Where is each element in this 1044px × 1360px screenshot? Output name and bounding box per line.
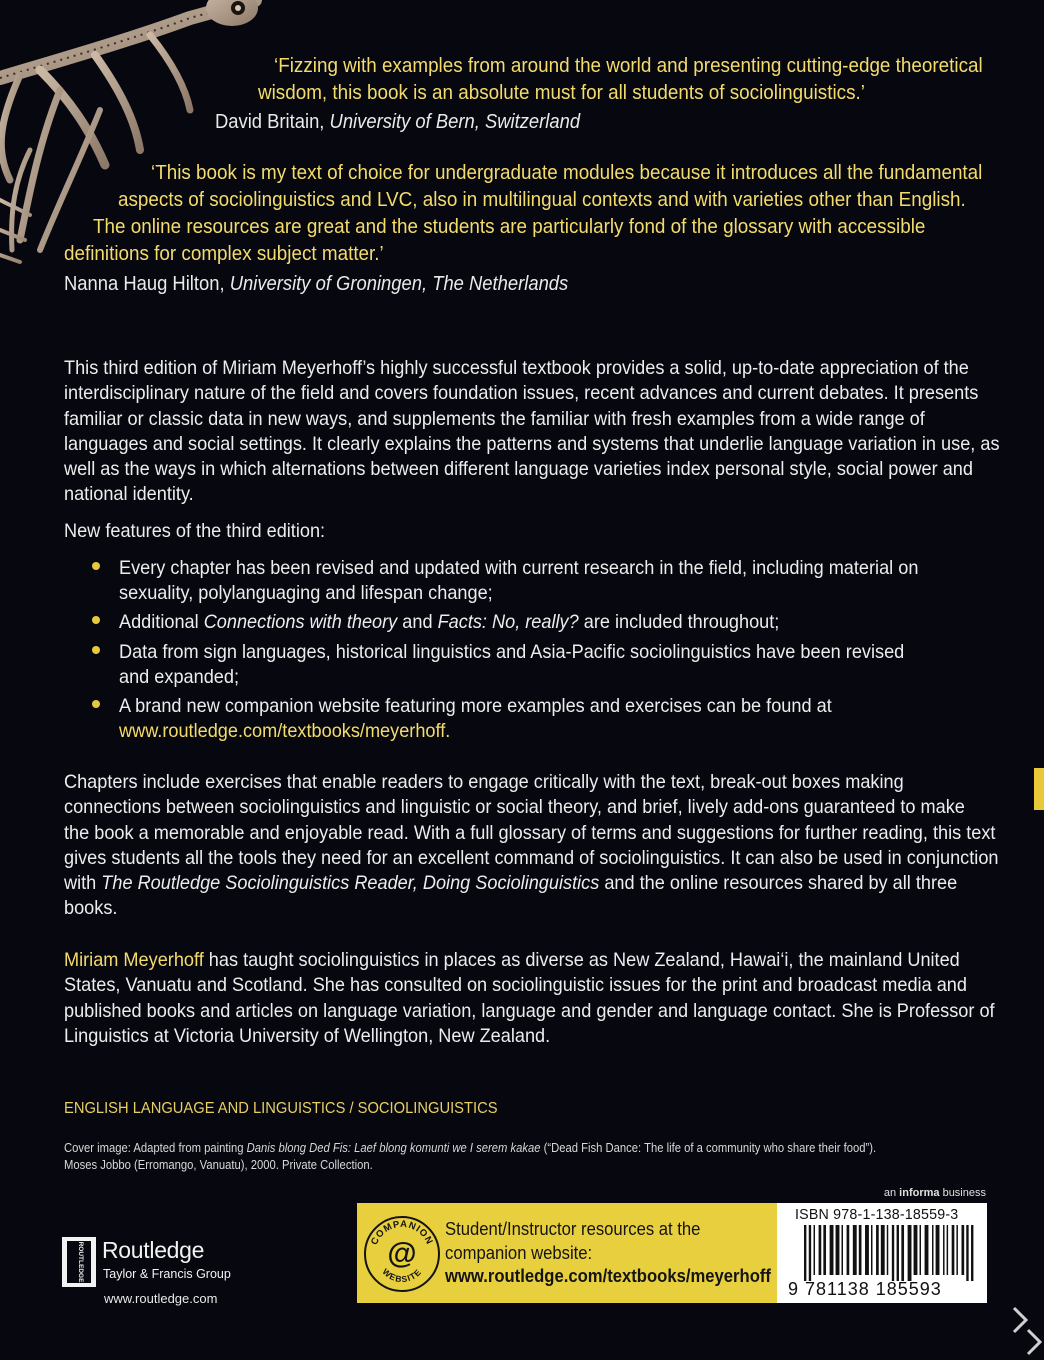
description-line: This third edition of Miriam Meyerhoff’s highly successful textbook provides a solid, up-to-date appreciation of the: [64, 357, 969, 379]
description-line: well as the ways in which alternations between different language varieties index personal style, social power and: [64, 458, 973, 481]
barcode-bar: [859, 1225, 862, 1275]
barcode-bar: [897, 1225, 899, 1281]
review-quote-1-line-2: wisdom, this book is an absolute must for all students of sociolinguistics.’: [258, 81, 865, 104]
review-quote-2-line-3: The online resources are great and the students are particularly fond of the glossary with accessible: [93, 215, 926, 238]
barcode-bar: [809, 1225, 811, 1281]
reviewer-affiliation: University of Bern, Switzerland: [329, 111, 581, 133]
reviewer-affiliation: University of Groningen, The Netherlands: [229, 273, 569, 295]
feature-line: sexuality, polylanguaging and lifespan change;: [119, 582, 493, 605]
barcode-bar: [914, 1225, 918, 1275]
barcode-bar: [887, 1225, 888, 1275]
review-quote-2-line-4: definitions for complex subject matter.’: [64, 242, 384, 265]
barcode-bar: [901, 1225, 904, 1281]
reviewer-name: David Britain,: [215, 111, 325, 133]
credit-line: [64, 1140, 876, 1157]
review-quote-1-attribution: [215, 109, 580, 136]
feature-text: Additional: [119, 611, 204, 633]
badge-top-text: COMPANION: [368, 1218, 436, 1247]
bio-line: published books and articles on language variation, language and gender and language contact. She is Professor of: [64, 999, 995, 1022]
credit-line: Moses Jobbo (Erromango, Vanuatu), 2000. Private Collection.: [64, 1158, 373, 1172]
credit-text: (“Dead Fish Dance: The life of a community who share their food”).: [540, 1141, 877, 1155]
feature-text: are included throughout;: [578, 611, 780, 633]
routledge-mark-icon: [62, 1237, 96, 1287]
barcode-bar: [881, 1225, 885, 1275]
chapters-line: gives students all the tools they need for an excellent command of sociolinguistics. It can also be used in conjunction: [64, 846, 999, 869]
feature-item-3: [119, 640, 904, 691]
reviewer-name: Nanna Haug Hilton,: [64, 273, 225, 295]
barcode-bar: [952, 1225, 955, 1275]
feature-emphasis: Connections with theory: [203, 611, 398, 633]
review-quote-2-line-1: ‘This book is my text of choice for undergraduate modules because it introduces all the fundamental: [151, 161, 983, 184]
barcode-bar: [920, 1225, 921, 1275]
description-line: languages and social settings. It clearly explains the patterns and systems that underlie language variation in use, as: [64, 432, 1000, 455]
publisher-group: Taylor & Francis Group: [103, 1267, 231, 1281]
barcode-bar: [865, 1225, 869, 1275]
barcode-bar: [823, 1225, 826, 1275]
isbn-label: ISBN 978-1-138-18559-3: [795, 1206, 959, 1223]
barcode-bar: [814, 1225, 815, 1275]
informa-business-label: [884, 1187, 986, 1199]
chapters-text: with: [64, 872, 102, 895]
chapters-line: books.: [64, 897, 118, 920]
feature-emphasis: Facts: No, really?: [437, 611, 579, 633]
barcode-bar: [847, 1225, 850, 1275]
feature-item-1: [119, 556, 918, 607]
barcode-bar: [947, 1225, 948, 1275]
review-quote-2-attribution: [64, 271, 568, 298]
chapters-line: [64, 871, 994, 896]
barcode-bar: [971, 1225, 973, 1281]
credit-text: Cover image: Adapted from painting: [64, 1141, 247, 1155]
barcode-bar: [853, 1225, 857, 1275]
bio-line: Linguistics at Victoria University of Wellington, New Zealand.: [64, 1024, 551, 1047]
description-line: familiar or classic data in new ways, and supplements the familiar with fresh examples from a wide range of: [64, 407, 925, 430]
chapters-line: connections between sociolinguistics and linguistic or social theory, and brief, lively add-ons guaranteed to make: [64, 796, 965, 819]
publisher-url[interactable]: www.routledge.com: [104, 1291, 218, 1306]
subject-category: ENGLISH LANGUAGE AND LINGUISTICS / SOCIOLINGUISTICS: [64, 1100, 498, 1117]
author-name: Miriam Meyerhoff: [64, 949, 204, 971]
review-quote-1-line-1: ‘Fizzing with examples from around the world and presenting cutting-edge theoretical: [274, 54, 983, 77]
chapters-line: Chapters include exercises that enable readers to engage critically with the text, break-out boxes making: [64, 771, 904, 793]
at-sign-icon: @: [387, 1237, 417, 1270]
bullet-icon: [92, 694, 104, 706]
isbn-barcode: [777, 1203, 987, 1303]
feature-line: Every chapter has been revised and updated with current research in the field, including material on: [119, 557, 919, 579]
companion-line: Student/Instructor resources at the: [445, 1218, 701, 1239]
feature-text: and: [397, 611, 438, 633]
barcode-digits: 9 781138 185593: [788, 1279, 942, 1299]
informa-text: business: [939, 1187, 986, 1199]
bio-line: States, Vanuatu and Scotland. She has consulted on sociolinguistic issues for the print and broadcast media and: [64, 974, 967, 997]
painting-title: Danis blong Ded Fis: Laef blong komunti we I serem kakae: [246, 1141, 541, 1155]
bullet-icon: [92, 640, 104, 652]
barcode-bar: [842, 1225, 843, 1275]
description-line: national identity.: [64, 483, 194, 506]
barcode-bar: [936, 1225, 940, 1275]
informa-brand: informa: [899, 1187, 940, 1199]
routledge-mark-text: ROUTLEDGE: [77, 1241, 84, 1283]
informa-text: an: [883, 1187, 900, 1199]
chapters-line: the book a memorable and enjoyable read. With a full glossary of terms and suggestions for further reading, this text: [64, 821, 996, 844]
barcode-bar: [836, 1225, 840, 1275]
bullet-icon: [92, 610, 104, 622]
barcode-bar: [966, 1225, 968, 1281]
feature-line: Data from sign languages, historical linguistics and Asia-Pacific sociolinguistics have been revised: [119, 641, 905, 663]
barcode-bar: [925, 1225, 929, 1275]
barcode-bar: [892, 1225, 894, 1281]
badge-bottom-text: WEBSITE: [380, 1266, 424, 1285]
book-description: [64, 356, 1000, 508]
companion-url-link[interactable]: www.routledge.com/textbooks/meyerhoff: [445, 1265, 771, 1286]
barcode-bar: [876, 1225, 879, 1275]
corner-decoration-icon: [1004, 1300, 1044, 1360]
bio-line: [64, 948, 994, 973]
companion-website-link[interactable]: www.routledge.com/textbooks/meyerhoff.: [119, 720, 451, 743]
companion-line: companion website:: [445, 1241, 593, 1263]
author-bio: [64, 948, 994, 1049]
bio-text: has taught sociolinguistics in places as diverse as New Zealand, Hawai‘i, the mainland United: [203, 949, 960, 971]
features-heading: New features of the third edition:: [64, 520, 326, 542]
spine-tab-mark: [1034, 768, 1044, 810]
bullet-icon: [92, 556, 104, 568]
routledge-logo: [62, 1235, 262, 1315]
barcode-bars: [804, 1225, 974, 1281]
barcode-bar: [956, 1225, 957, 1275]
publisher-name: Routledge: [102, 1237, 205, 1263]
feature-item-4: [119, 694, 832, 745]
barcode-bar: [819, 1225, 822, 1275]
barcode-bar: [961, 1225, 964, 1275]
barcode-bar: [871, 1225, 872, 1275]
feature-line: and expanded;: [119, 666, 240, 689]
barcode-bar: [804, 1225, 806, 1281]
chapters-text: and the online resources shared by all three: [599, 872, 958, 895]
feature-item-2: [119, 610, 779, 635]
companion-website-badge-icon: [363, 1215, 441, 1293]
feature-line: A brand new companion website featuring more examples and exercises can be found at: [119, 695, 832, 717]
barcode-bar: [830, 1225, 834, 1275]
cover-image-credit: [64, 1140, 876, 1174]
barcode-bar: [908, 1225, 912, 1281]
barcode-bar: [932, 1225, 933, 1275]
barcode-bar: [943, 1225, 944, 1275]
chapters-paragraph: [64, 770, 999, 922]
review-quote-2-line-2: aspects of sociolinguistics and LVC, also in multilingual contexts and with varieties other than English.: [118, 188, 966, 211]
related-titles: The Routledge Sociolinguistics Reader, Doing Sociolinguistics: [101, 872, 600, 895]
description-line: interdisciplinary nature of the field and covers foundation issues, recent advances and current debates. It presents: [64, 382, 979, 405]
companion-resources-text: [445, 1217, 771, 1288]
companion-website-box: [357, 1203, 777, 1303]
